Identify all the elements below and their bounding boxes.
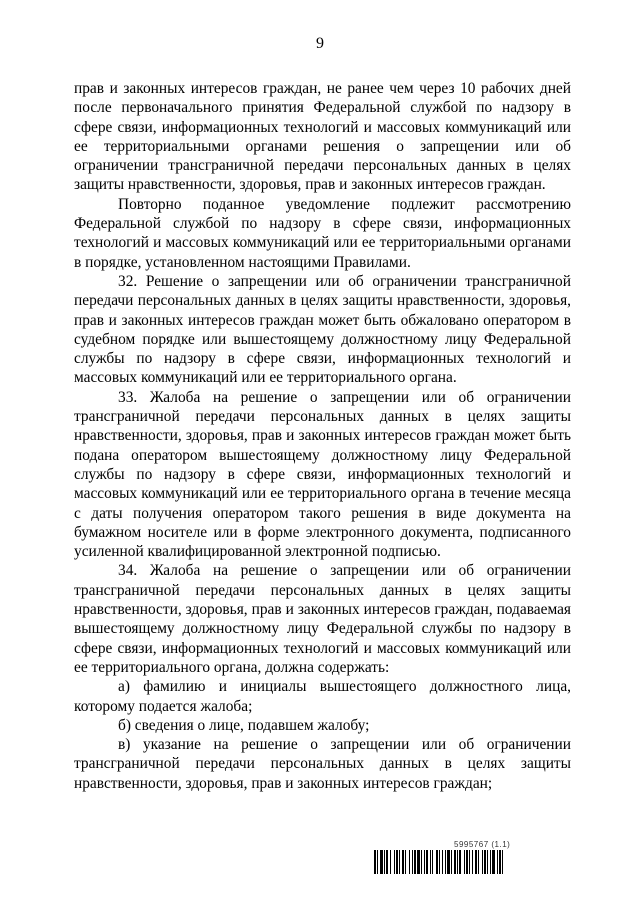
paragraph-subitem-a: а) фамилию и инициалы вышестоящего должностного лица, которому подается жалоба;: [74, 678, 571, 715]
paragraph-resubmission: Повторно поданное уведомление подлежит рассмотрению Федеральной службой по надзору в сфере связи, информационных технологий и массовых коммуникаций или ее территориальными органами в порядке, установленном настоящими Правилами.: [74, 195, 571, 271]
barcode-block: [374, 840, 600, 876]
barcode-number: 5995767 (1.1): [454, 840, 511, 849]
paragraph-item-32: 32. Решение о запрещении или об ограничении трансграничной передачи персональных данных в целях защиты нравственности, здоровья, прав и законных интересов граждан может быть обжаловано оператором в судебном порядке или вышестоящему должностному лицу Федеральной службы по надзору в сфере связи, информационных технологий и массовых коммуникаций или ее территориального органа.: [74, 272, 571, 387]
barcode-image: [374, 850, 600, 874]
paragraph-item-34: 34. Жалоба на решение о запрещении или об ограничении трансграничной передачи персональных данных в целях защиты нравственности, здоровья, прав и законных интересов граждан, подаваемая вышестоящему должностному лицу Федеральной службы по надзору в сфере связи, информационных технологий и массовых коммуникаций или ее территориального органа, должна содержать:: [74, 562, 571, 676]
page-number: 9: [316, 35, 324, 52]
paragraph-subitem-b: б) сведения о лице, подавшем жалобу;: [118, 716, 370, 734]
paragraph-item-33: 33. Жалоба на решение о запрещении или об ограничении трансграничной передачи персональных данных в целях защиты нравственности, здоровья, прав и законных интересов граждан может быть подана оператором вышестоящему должностному лицу Федеральной службы по надзору в сфере связи, информационных технологий и массовых коммуникаций или ее территориального органа в течение месяца с даты получения оператором такого решения в виде документа на бумажном носителе или в форме электронного документа, подписанного усиленной квалифицированной электронной подписью.: [74, 388, 571, 561]
paragraph-continuation: прав и законных интересов граждан, не ранее чем через 10 рабочих дней после первоначального принятия Федеральной службой по надзору в сфере связи, информационных технологий и массовых коммуникаций или ее территориальными органами решения о запрещении или об ограничении трансграничной передачи персональных данных в целях защиты нравственности, здоровья, прав и законных интересов граждан.: [74, 80, 571, 194]
document-body: [74, 79, 571, 793]
paragraph-subitem-v: в) указание на решение о запрещении или об ограничении трансграничной передачи персональных данных в целях защиты нравственности, здоровья, прав и законных интересов граждан;: [74, 736, 571, 792]
